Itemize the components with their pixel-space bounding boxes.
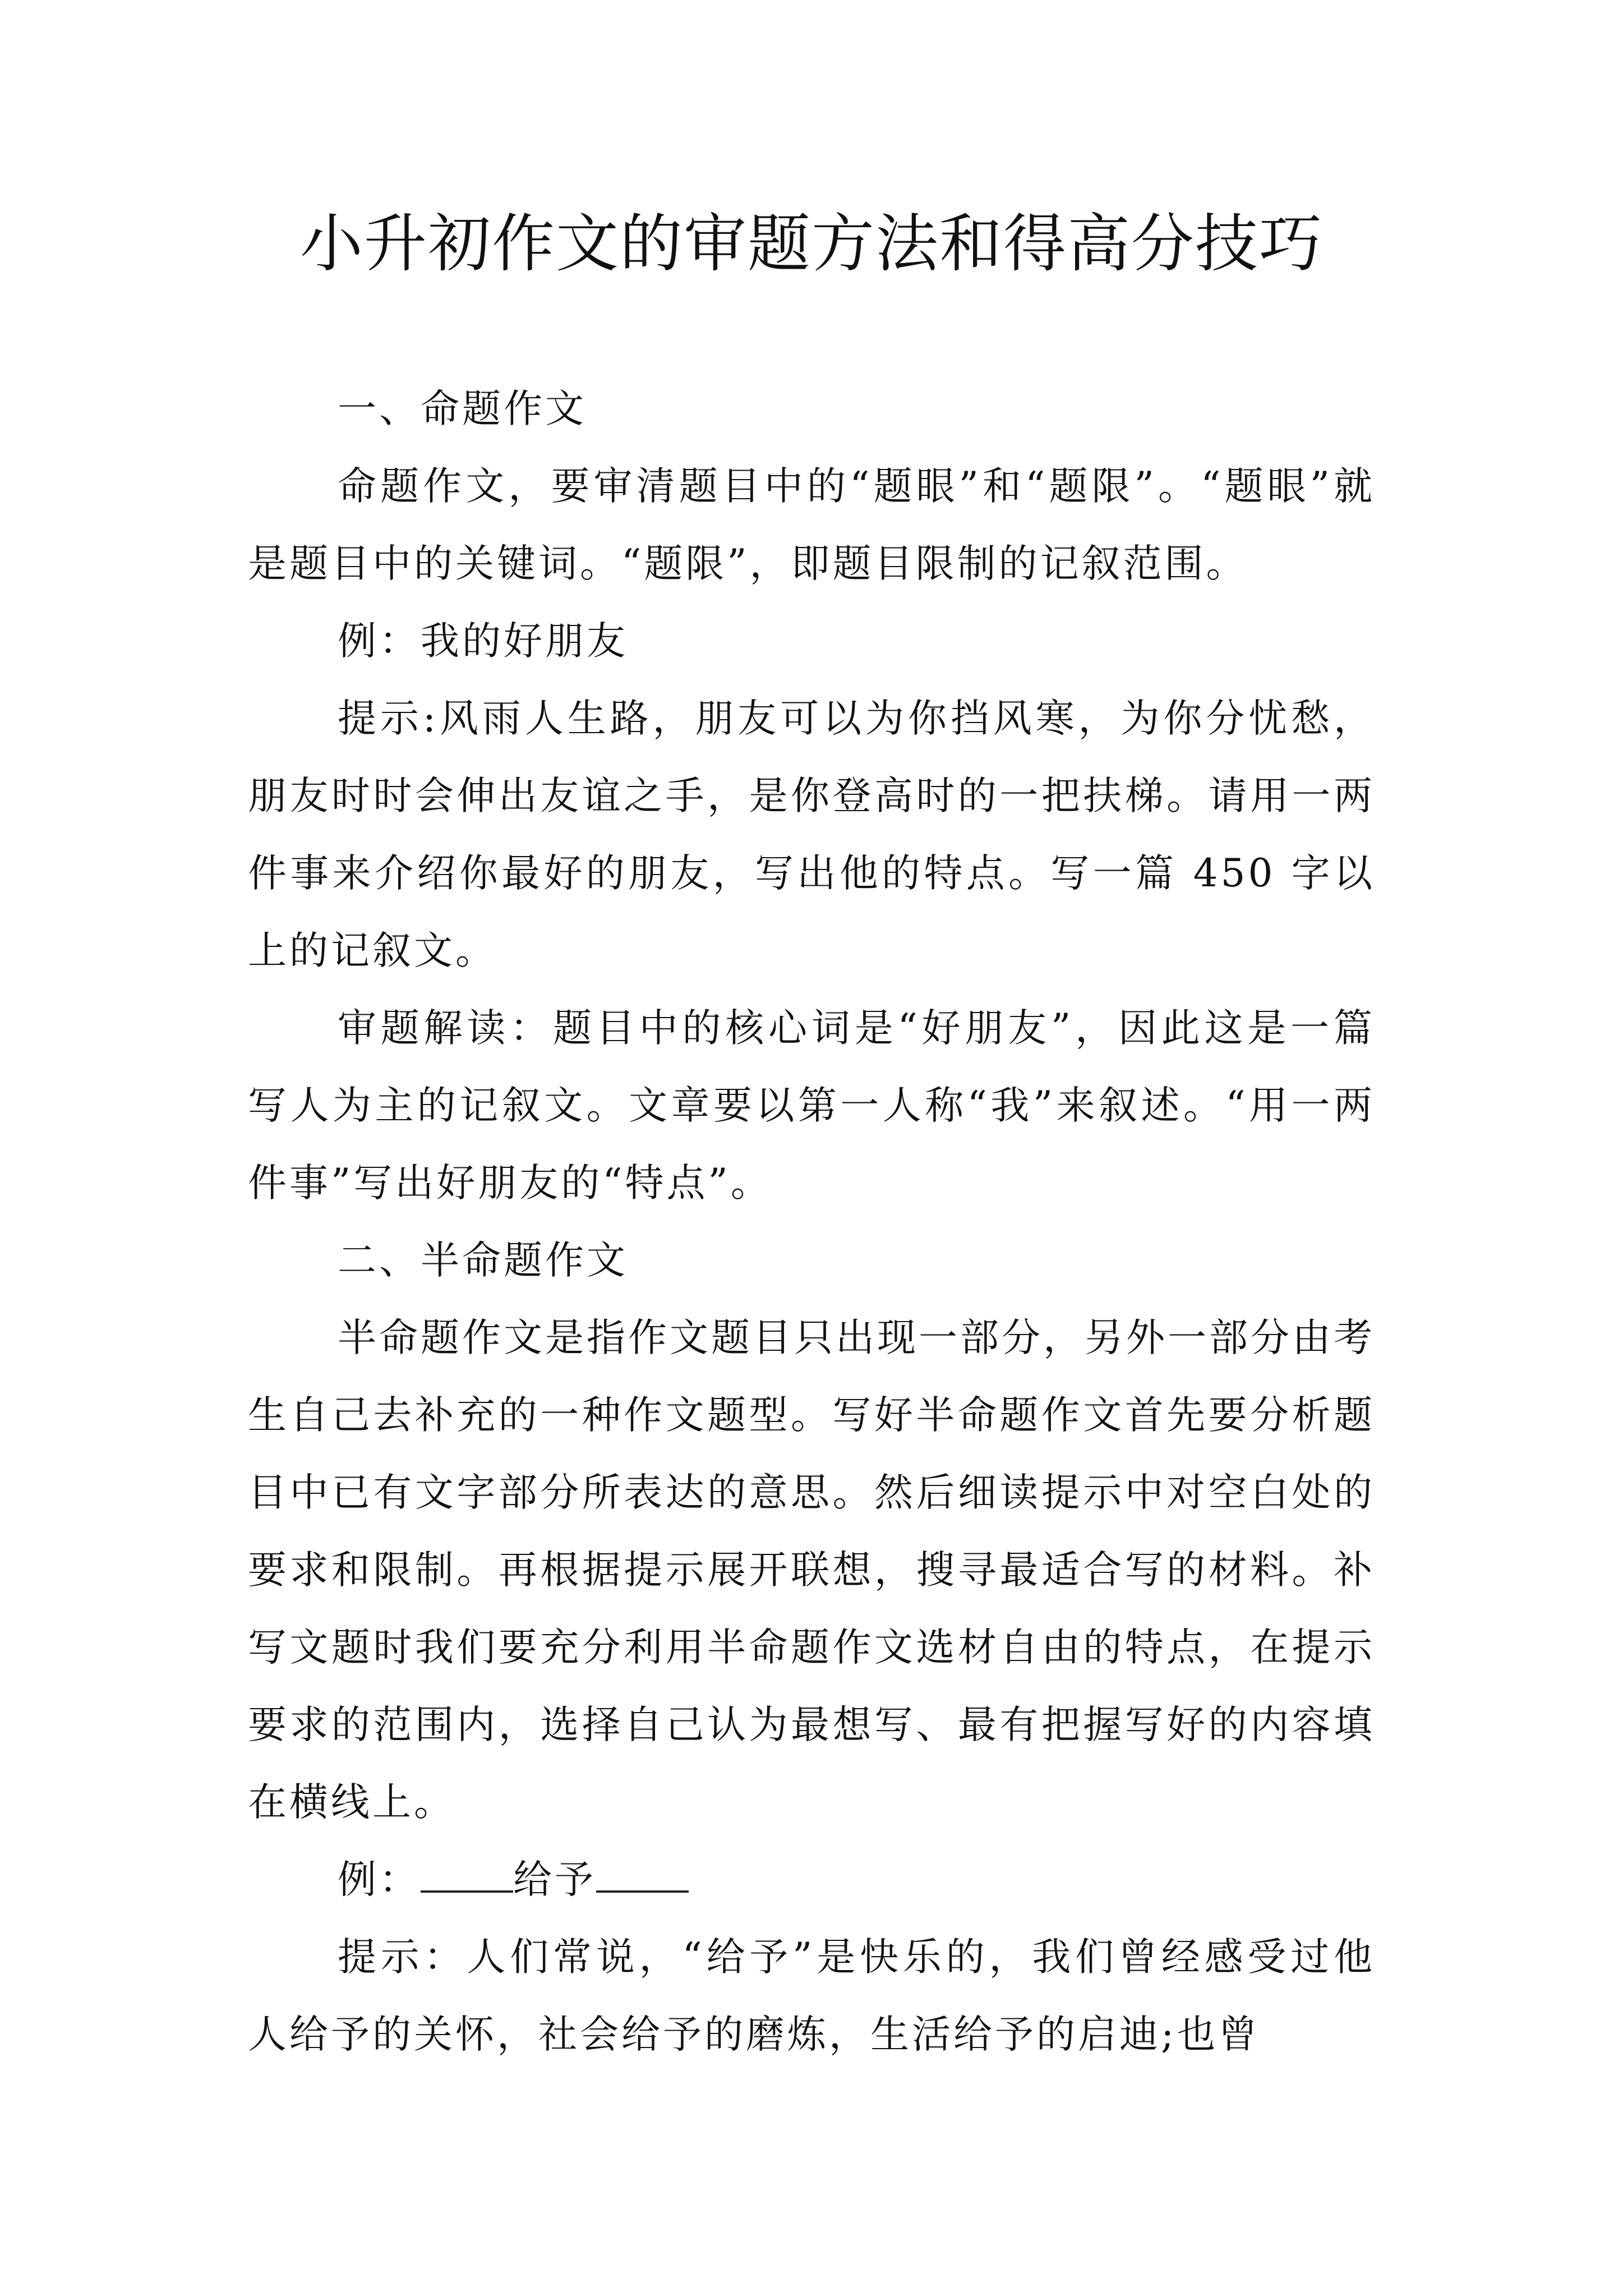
fill-in-blank-line: [596, 1859, 689, 1893]
paragraph: 命题作文，要审清题目中的“题眼”和“题限”。“题眼”就是题目中的关键词。“题限”，即题目限制的记叙范围。: [248, 464, 1375, 586]
paragraph: 提示：人们常说，“给予”是快乐的，我们曾经感受过他人给予的关怀，社会给予的磨炼，生活给予的启迪;也曾: [248, 1935, 1375, 2057]
example-word: 给予: [513, 1857, 596, 1902]
example-line-2: [248, 1841, 1375, 1918]
document-body: [248, 370, 1375, 2073]
paragraph: 半命题作文是指作文题目只出现一部分，另外一部分由考生自己去补充的一种作文题型。写好半命题作文首先要分析题目中已有文字部分所表达的意思。然后细读提示中对空白处的要求和限制。再根据提示展开联想，搜寻最适合写的材料。补写文题时我们要充分利用半命题作文选材自由的特点，在提示要求的范围内，选择自己认为最想写、最有把握写好的内容填在横线上。: [248, 1315, 1375, 1825]
fill-in-blank-line: [421, 1859, 513, 1893]
paragraph: 提示:风雨人生路，朋友可以为你挡风寒，为你分忧愁，朋友时时会伸出友谊之手，是你登高时的一把扶梯。请用一两件事来介绍你最好的朋友，写出他的特点。写一篇 450 字以上的记叙文。: [248, 696, 1375, 973]
section-heading-1: 一、命题作文: [338, 386, 587, 431]
paragraph: 审题解读：题目中的核心词是“好朋友”，因此这是一篇写人为主的记叙文。文章要以第一人称“我”来叙述。“用一两件事”写出好朋友的“特点”。: [248, 1006, 1375, 1205]
section-heading-2: 二、半命题作文: [338, 1238, 628, 1283]
example-prefix: 例：: [338, 1857, 421, 1902]
document-title: 小升初作文的审题方法和得高分技巧: [300, 208, 1323, 280]
example-line-1: 例：我的好朋友: [338, 619, 628, 664]
